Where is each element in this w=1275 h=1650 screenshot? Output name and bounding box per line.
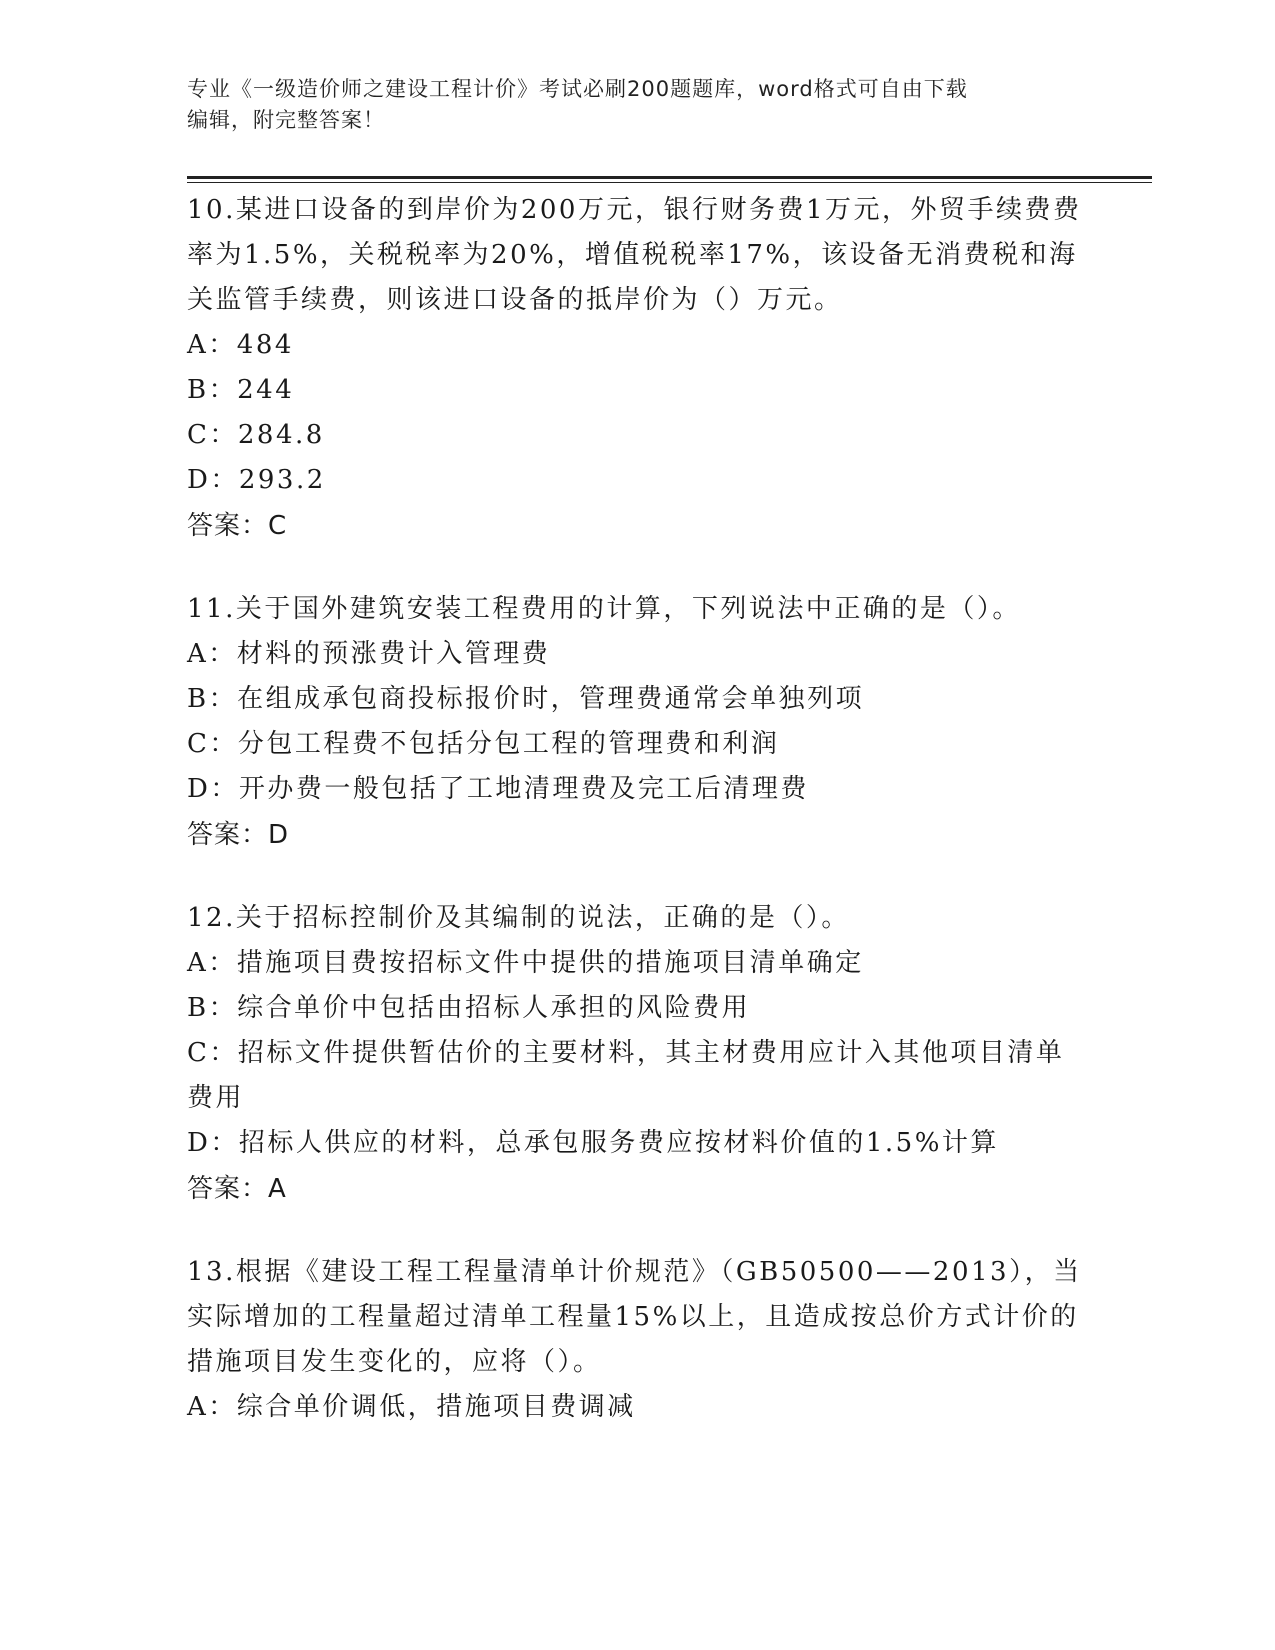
option-d: D：招标人供应的材料，总承包服务费应按材料价值的1.5%计算 <box>187 1128 999 1158</box>
option-b: B：244 <box>187 375 295 405</box>
header-line-1: 专业《一级造价师之建设工程计价》考试必刷200题题库，word格式可自由下载 <box>187 77 968 101</box>
question-text: 10.某进口设备的到岸价为200万元，银行财务费1万元，外贸手续费费率为1.5%，关税税率为20%，增值税税率17%，该设备无消费税和海关监管手续费，则该进口设备的抵岸价为（）万元。 <box>187 195 1082 315</box>
header-divider-thin <box>187 182 1152 183</box>
option-d: D：开办费一般包括了工地清理费及完工后清理费 <box>187 774 809 804</box>
question-text: 12.关于招标控制价及其编制的说法，正确的是（）。 <box>187 903 850 933</box>
header-divider-thick <box>187 176 1152 179</box>
option-a: A：综合单价调低，措施项目费调减 <box>187 1392 636 1422</box>
option-d: D：293.2 <box>187 465 326 495</box>
option-b: B：在组成承包商投标报价时，管理费通常会单独列项 <box>187 684 865 714</box>
answer: 答案：D <box>187 820 290 850</box>
question-11 <box>187 587 1087 858</box>
answer: 答案：A <box>187 1174 287 1204</box>
question-12 <box>187 896 1087 1212</box>
option-a: A：484 <box>187 330 294 360</box>
question-list <box>187 188 1087 1468</box>
header-line-2: 编辑，附完整答案！ <box>187 108 385 132</box>
document-header <box>187 74 1087 136</box>
question-13 <box>187 1250 1087 1430</box>
question-10 <box>187 188 1087 549</box>
option-c: C：招标文件提供暂估价的主要材料，其主材费用应计入其他项目清单费用 <box>187 1038 1065 1113</box>
option-b: B：综合单价中包括由招标人承担的风险费用 <box>187 993 751 1023</box>
option-a: A：措施项目费按招标文件中提供的措施项目清单确定 <box>187 948 864 978</box>
question-text: 11.关于国外建筑安装工程费用的计算，下列说法中正确的是（）。 <box>187 594 1021 624</box>
question-text: 13.根据《建设工程工程量清单计价规范》（GB50500——2013），当实际增加的工程量超过清单工程量15%以上，且造成按总价方式计价的措施项目发生变化的，应将（）。 <box>187 1257 1082 1377</box>
option-a: A：材料的预涨费计入管理费 <box>187 639 551 669</box>
option-c: C：分包工程费不包括分包工程的管理费和利润 <box>187 729 780 759</box>
option-c: C：284.8 <box>187 420 325 450</box>
answer: 答案：C <box>187 511 288 541</box>
